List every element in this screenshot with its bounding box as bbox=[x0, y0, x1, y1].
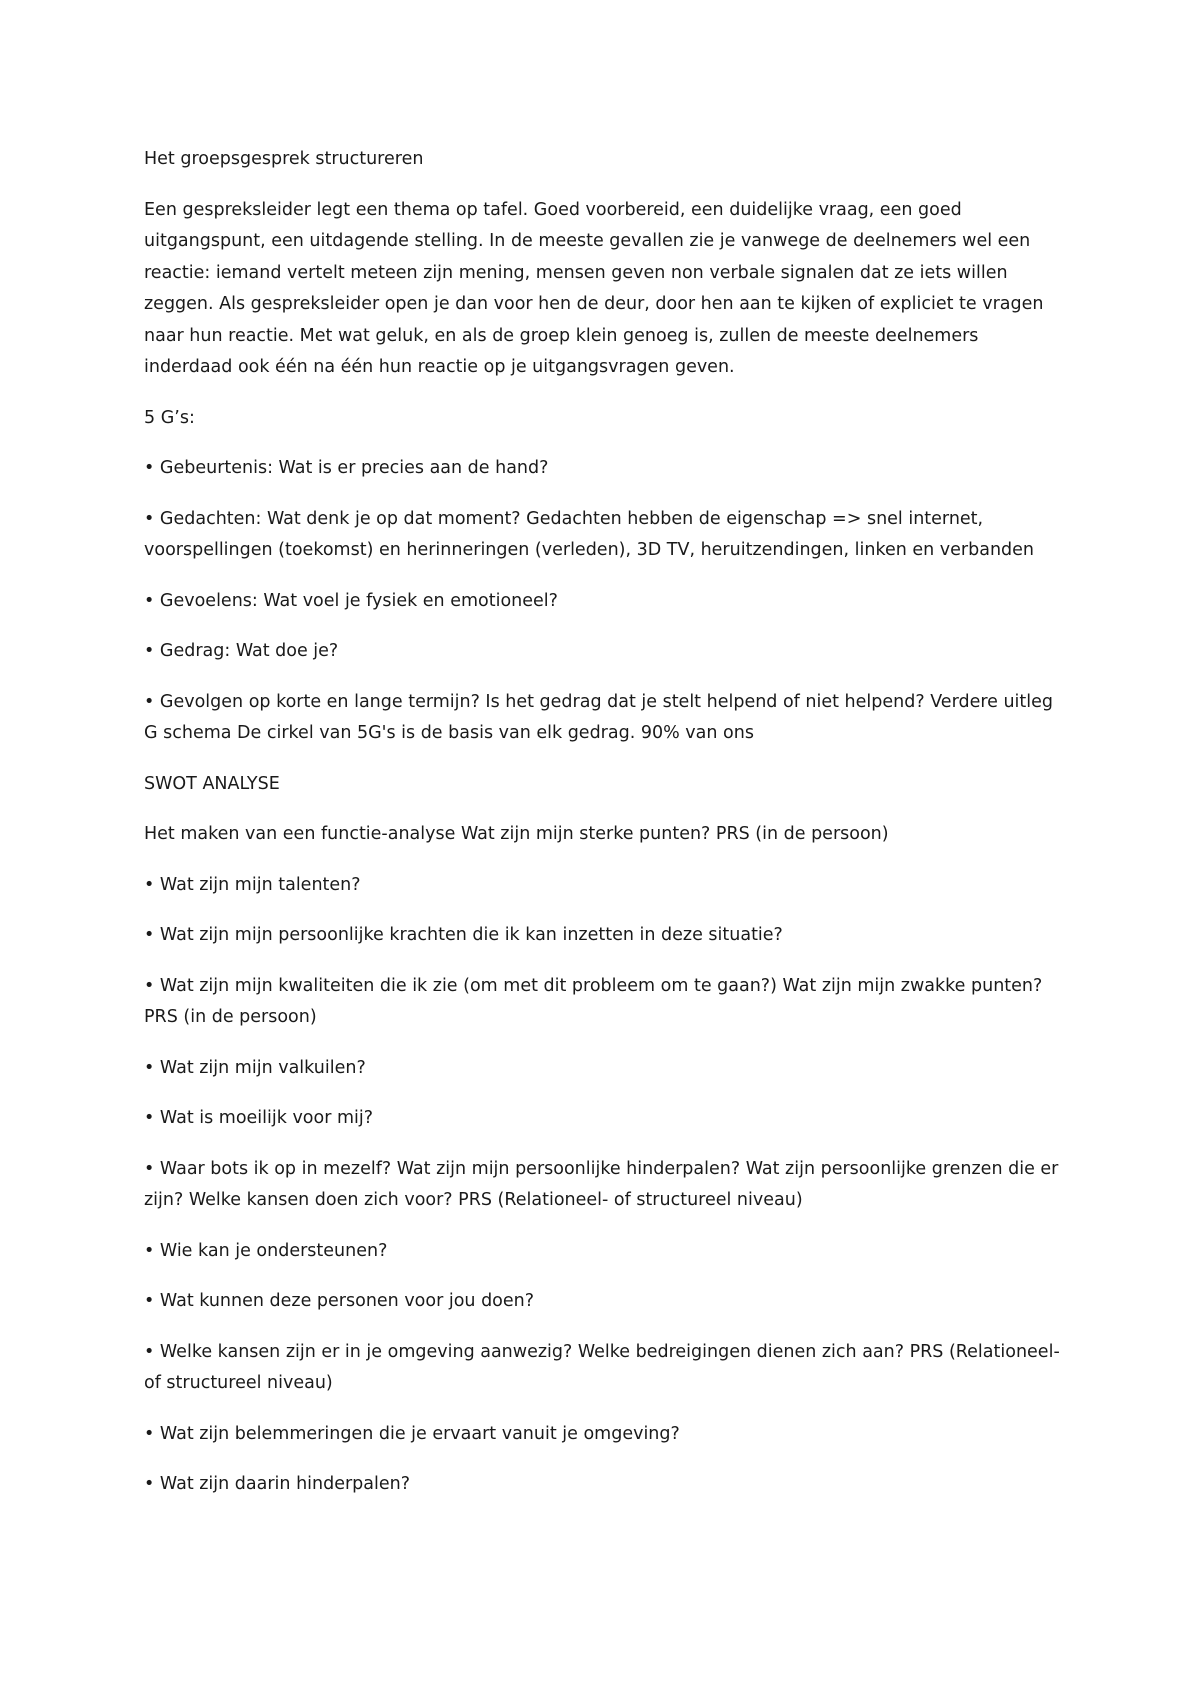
list-item-kansen bbox=[144, 1337, 1064, 1400]
document-body bbox=[144, 144, 1064, 1520]
list-item-valkuilen bbox=[144, 1053, 1064, 1085]
intro-paragraph: Een gespreksleider legt een thema op tafel. Goed voorbereid, een duidelijke vraag, een goed uitgangspunt, een uitdagende stelling. In de meeste gevallen zie je vanwege de deelnemers wel een reactie: iemand vertelt meteen zijn mening, mensen geven non verbale signalen dat ze iets willen zeggen. Als gespreksleider open je dan voor hen de deur, door hen aan te kijken of expliciet te vragen naar hun reactie. Met wat geluk, en als de groep klein genoeg is, zullen de meeste deelnemers inderdaad ook één na één hun reactie op je uitgangsvragen geven. bbox=[144, 199, 1044, 377]
list-item-kwaliteiten bbox=[144, 971, 1064, 1034]
list-item-text: Wie kan je ondersteunen? bbox=[159, 1240, 388, 1261]
bullet-icon: • bbox=[144, 508, 155, 529]
list-item-text: Wat zijn belemmeringen die je ervaart vanuit je omgeving? bbox=[159, 1423, 680, 1444]
list-item-gevolgen bbox=[144, 687, 1064, 750]
section-5g-heading: 5 G’s: bbox=[144, 407, 195, 428]
bullet-icon: • bbox=[144, 691, 155, 712]
list-item-text: Wat zijn mijn talenten? bbox=[159, 874, 361, 895]
bullet-icon: • bbox=[144, 458, 155, 478]
bullet-icon: • bbox=[144, 1240, 155, 1261]
document-title: Het groepsgesprek structureren bbox=[144, 149, 424, 169]
list-item-gedrag bbox=[144, 636, 1064, 668]
list-item-text: Gedachten: Wat denk je op dat moment? Gedachten hebben de eigenschap => snel internet, voorspellingen (toekomst) en herinneringen (verleden), 3D TV, heruitzendingen, linken en verbanden bbox=[144, 508, 1035, 560]
bullet-icon: • bbox=[144, 925, 155, 945]
list-item-text: Wat is moeilijk voor mij? bbox=[159, 1108, 374, 1128]
list-item-hinderpalen-mezelf bbox=[144, 1154, 1064, 1217]
bullet-icon: • bbox=[144, 1423, 155, 1444]
list-item-text: Gebeurtenis: Wat is er precies aan de hand? bbox=[159, 458, 549, 478]
list-item-talenten bbox=[144, 870, 1064, 902]
list-item-text: Wat kunnen deze personen voor jou doen? bbox=[159, 1291, 535, 1311]
list-item-gevoelens bbox=[144, 586, 1064, 618]
bullet-icon: • bbox=[144, 1057, 155, 1078]
bullet-icon: • bbox=[144, 1158, 155, 1179]
list-item-krachten bbox=[144, 920, 1064, 952]
bullet-icon: • bbox=[144, 874, 155, 895]
bullet-icon: • bbox=[144, 975, 155, 996]
list-item-text: Wat zijn daarin hinderpalen? bbox=[159, 1474, 411, 1494]
list-item-gebeurtenis bbox=[144, 453, 1064, 485]
list-item-text: Waar bots ik op in mezelf? Wat zijn mijn persoonlijke hinderpalen? Wat zijn persoonlijke grenzen die er zijn? Welke kansen doen zich voor? PRS (Relationeel- of structureel niveau) bbox=[144, 1158, 1059, 1210]
list-item-text: Wat zijn mijn valkuilen? bbox=[159, 1057, 366, 1078]
list-item-personen bbox=[144, 1286, 1064, 1318]
list-item-hinderpalen bbox=[144, 1469, 1064, 1501]
list-item-text: Wat zijn mijn kwaliteiten die ik zie (om met dit probleem om te gaan?) Wat zijn mijn zwakke punten? PRS (in de persoon) bbox=[144, 975, 1043, 1027]
list-item-text: Wat zijn mijn persoonlijke krachten die ik kan inzetten in deze situatie? bbox=[159, 925, 783, 945]
list-item-text: Gedrag: Wat doe je? bbox=[159, 641, 339, 661]
bullet-icon: • bbox=[144, 1108, 155, 1128]
bullet-icon: • bbox=[144, 641, 155, 661]
swot-intro: Het maken van een functie-analyse Wat zijn mijn sterke punten? PRS (in de persoon) bbox=[144, 824, 889, 844]
bullet-icon: • bbox=[144, 1474, 155, 1494]
swot-heading: SWOT ANALYSE bbox=[144, 773, 280, 794]
list-item-ondersteunen bbox=[144, 1236, 1064, 1268]
bullet-icon: • bbox=[144, 1341, 155, 1362]
list-item-text: Welke kansen zijn er in je omgeving aanwezig? Welke bedreigingen dienen zich aan? PRS (Relationeel- of structureel niveau) bbox=[144, 1341, 1060, 1393]
list-item-gedachten bbox=[144, 504, 1064, 567]
list-item-moeilijk bbox=[144, 1103, 1064, 1135]
list-item-belemmeringen bbox=[144, 1419, 1064, 1451]
list-item-text: Gevolgen op korte en lange termijn? Is het gedrag dat je stelt helpend of niet helpend? Verdere uitleg G schema De cirkel van 5G's is de basis van elk gedrag. 90% van ons bbox=[144, 691, 1054, 743]
bullet-icon: • bbox=[144, 1291, 155, 1311]
list-item-text: Gevoelens: Wat voel je fysiek en emotioneel? bbox=[159, 590, 558, 611]
bullet-icon: • bbox=[144, 590, 155, 611]
